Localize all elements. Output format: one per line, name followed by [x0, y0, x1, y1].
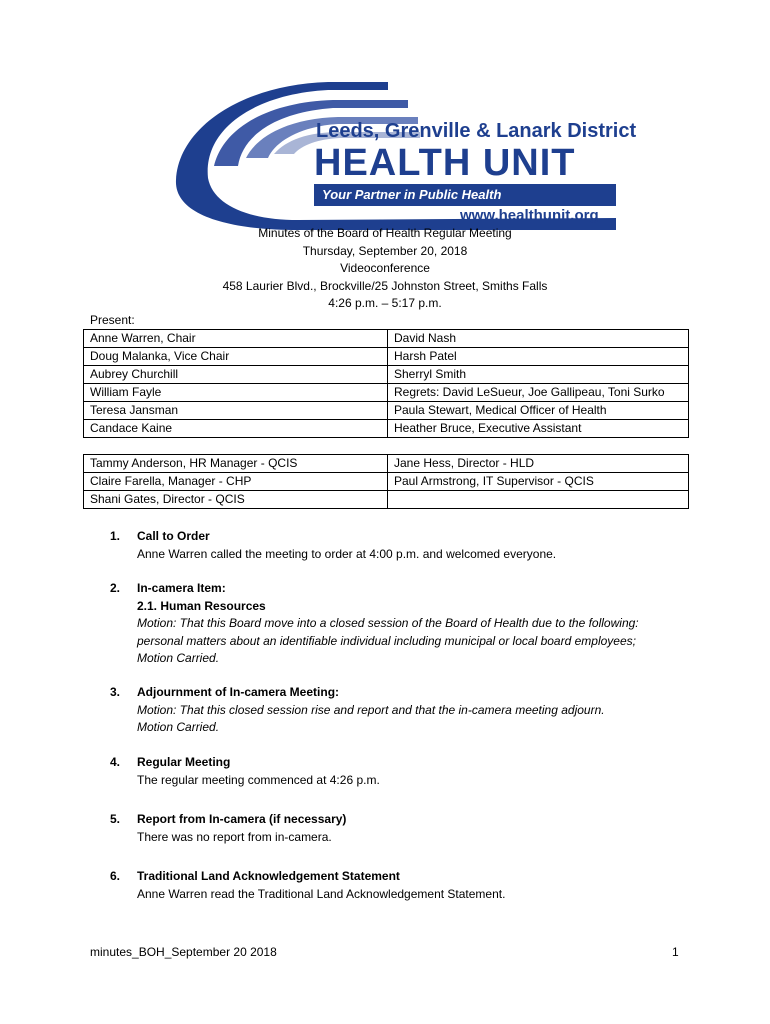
- item-title: Adjournment of In-camera Meeting:: [137, 685, 340, 699]
- table-cell: Claire Farella, Manager - CHP: [84, 473, 388, 491]
- table-row: [84, 384, 689, 402]
- item-text: Anne Warren read the Traditional Land Acknowledgement Statement.: [137, 886, 506, 901]
- logo-tagline: Your Partner in Public Health: [322, 187, 502, 202]
- table-cell: Paul Armstrong, IT Supervisor - QCIS: [388, 473, 689, 491]
- table-row: [84, 473, 689, 491]
- item-text: The regular meeting commenced at 4:26 p.m.: [137, 772, 380, 787]
- item-title: Call to Order: [137, 529, 210, 543]
- item-subtitle: 2.1. Human Resources: [137, 598, 266, 613]
- table-cell: Aubrey Churchill: [84, 366, 388, 384]
- table-cell: David Nash: [388, 330, 689, 348]
- meeting-header: [150, 225, 620, 313]
- table-cell: Regrets: David LeSueur, Joe Gallipeau, Toni Surko: [388, 384, 689, 402]
- meeting-format: Videoconference: [340, 261, 430, 276]
- item-number: 2.: [110, 581, 121, 595]
- meeting-time: 4:26 p.m. – 5:17 p.m.: [328, 296, 442, 311]
- item-number: 3.: [110, 685, 121, 699]
- meeting-location: 458 Laurier Blvd., Brockville/25 Johnston Street, Smiths Falls: [222, 278, 548, 293]
- item-number: 6.: [110, 869, 121, 883]
- item-text: Anne Warren called the meeting to order at 4:00 p.m. and welcomed everyone.: [137, 546, 557, 561]
- item-motion-continued: personal matters about an identifiable individual including municipal or local board employees;: [137, 633, 636, 648]
- footer-page-number: 1: [672, 945, 679, 959]
- agenda-item-land-acknowledgement: [110, 868, 680, 903]
- logo-district-name: Leeds, Grenville & Lanark District: [316, 120, 637, 142]
- item-title: Report from In-camera (if necessary): [137, 812, 347, 826]
- table-cell: [388, 491, 689, 509]
- item-motion-carried: Motion Carried.: [137, 651, 220, 666]
- table-cell: Doug Malanka, Vice Chair: [84, 348, 388, 366]
- table-cell: Tammy Anderson, HR Manager - QCIS: [84, 455, 388, 473]
- table-row: [84, 348, 689, 366]
- table-row: [84, 330, 689, 348]
- table-row: [84, 420, 689, 438]
- agenda-item-regular-meeting: [110, 754, 680, 789]
- agenda-item-in-camera: [110, 580, 680, 668]
- item-number: 1.: [110, 529, 121, 543]
- table-cell: Paula Stewart, Medical Officer of Health: [388, 402, 689, 420]
- logo-health-unit: HEALTH UNIT: [314, 142, 576, 184]
- table-cell: Shani Gates, Director - QCIS: [84, 491, 388, 509]
- attendance-table: [83, 329, 689, 438]
- health-unit-logo: [168, 70, 637, 230]
- table-row: [84, 402, 689, 420]
- agenda-item-adjournment: [110, 684, 680, 737]
- footer-filename: minutes_BOH_September 20 2018: [90, 945, 277, 959]
- item-title: Traditional Land Acknowledgement Statement: [137, 869, 400, 883]
- table-cell: William Fayle: [84, 384, 388, 402]
- item-motion-carried: Motion Carried.: [137, 720, 220, 735]
- table-cell: Sherryl Smith: [388, 366, 689, 384]
- present-label: Present:: [90, 313, 135, 327]
- staff-table: [83, 454, 689, 509]
- table-cell: Teresa Jansman: [84, 402, 388, 420]
- table-row: [84, 491, 689, 509]
- table-cell: Harsh Patel: [388, 348, 689, 366]
- meeting-title: Minutes of the Board of Health Regular Meeting: [258, 226, 512, 240]
- item-motion: Motion: That this Board move into a closed session of the Board of Health due to the following:: [137, 616, 639, 631]
- item-text: There was no report from in-camera.: [137, 829, 332, 844]
- item-number: 4.: [110, 755, 121, 769]
- logo-url: www.healthunit.org: [460, 207, 599, 224]
- table-cell: Candace Kaine: [84, 420, 388, 438]
- table-cell: Anne Warren, Chair: [84, 330, 388, 348]
- meeting-date: Thursday, September 20, 2018: [302, 243, 468, 258]
- table-cell: Jane Hess, Director - HLD: [388, 455, 689, 473]
- item-number: 5.: [110, 812, 121, 826]
- table-row: [84, 455, 689, 473]
- item-title: In-camera Item:: [137, 581, 226, 595]
- table-row: [84, 366, 689, 384]
- logo-tagline-band: [314, 184, 616, 206]
- agenda-item-report: [110, 811, 680, 846]
- agenda-item-call-to-order: [110, 528, 680, 563]
- item-motion: Motion: That this closed session rise and report and that the in-camera meeting adjourn.: [137, 702, 605, 717]
- item-title: Regular Meeting: [137, 755, 231, 769]
- table-cell: Heather Bruce, Executive Assistant: [388, 420, 689, 438]
